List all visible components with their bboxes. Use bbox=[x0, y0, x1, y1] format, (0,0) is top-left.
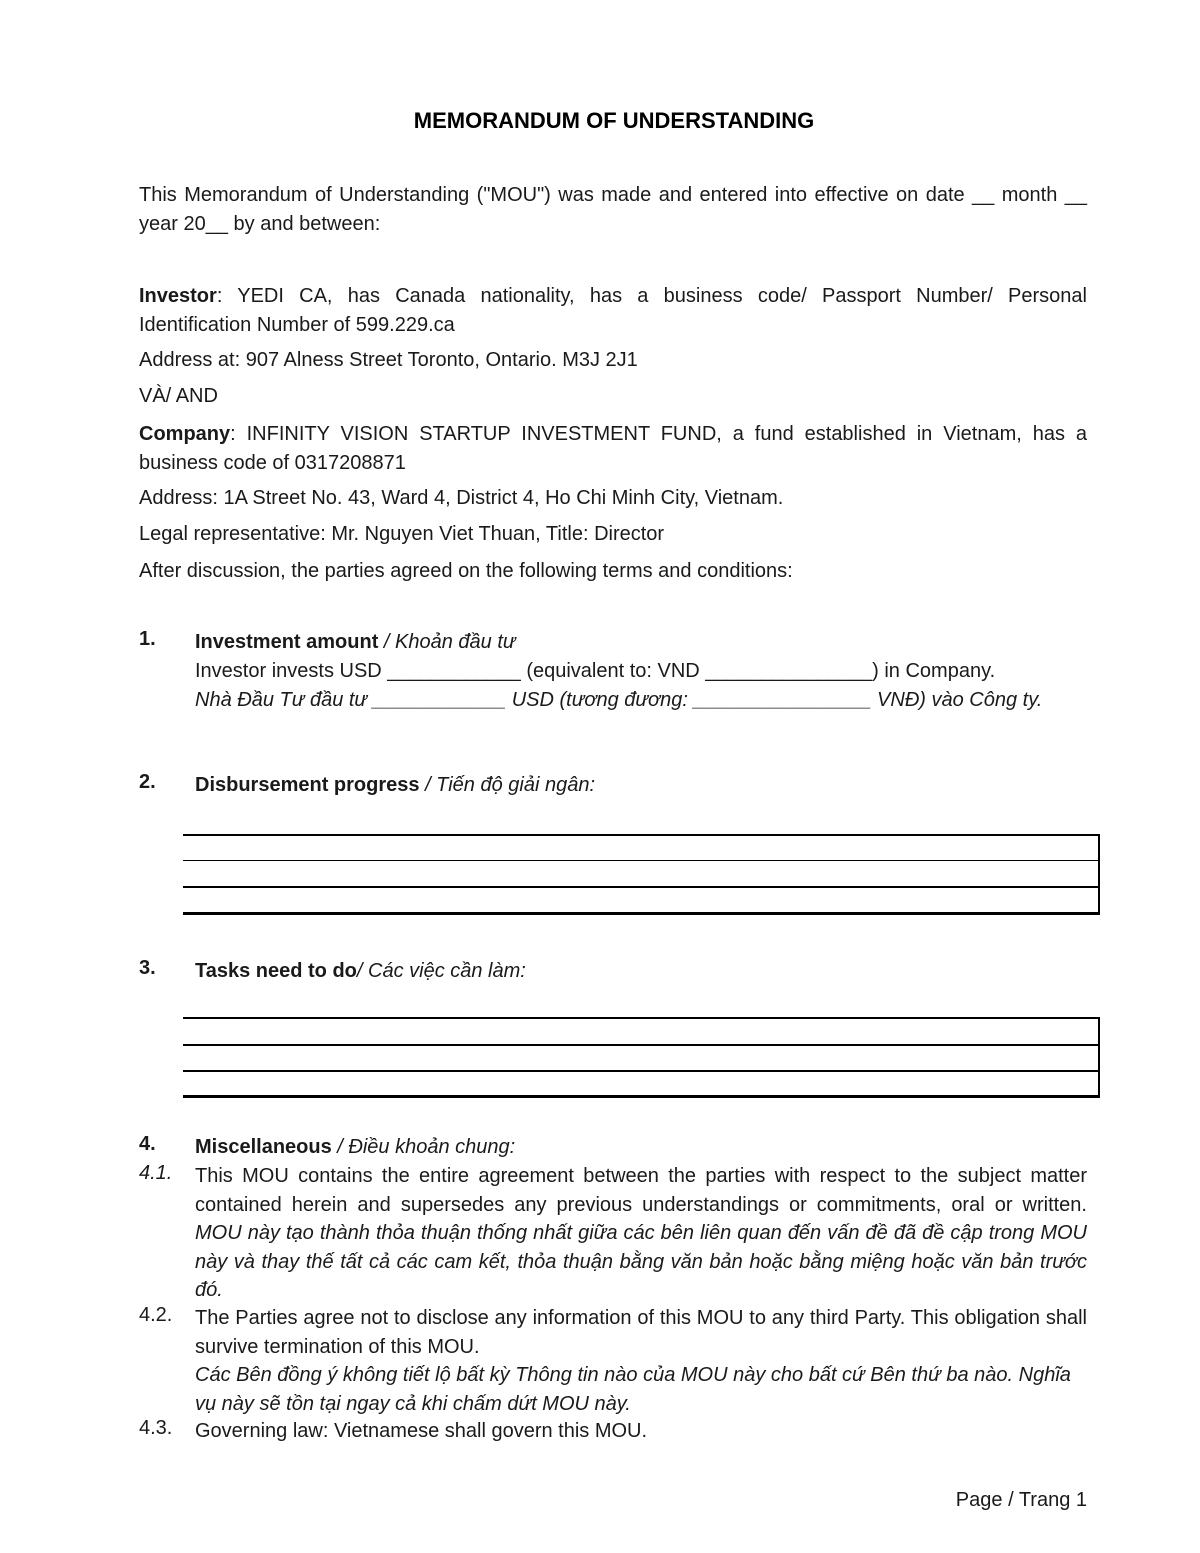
section-4-title-en: Miscellaneous bbox=[195, 1136, 332, 1158]
section-4-title bbox=[195, 1133, 1087, 1162]
legal-representative: Legal representative: Mr. Nguyen Viet Thuan, Title: Director bbox=[139, 523, 665, 545]
clause-4-3-number: 4.3. bbox=[139, 1417, 173, 1439]
section-1-title-en: Investment amount bbox=[195, 631, 379, 653]
investment-line-en: Investor invests USD ____________ (equivalent to: VND _______________) in Company. bbox=[195, 660, 996, 682]
blank-line bbox=[183, 1017, 1100, 1019]
clause-4-1-en: This MOU contains the entire agreement between the parties with respect to the subject matter contained herein and supersedes any previous understandings or commitments, oral or written. bbox=[195, 1165, 1087, 1216]
section-3-number: 3. bbox=[139, 957, 156, 979]
section-3-title-en: Tasks need to do bbox=[195, 960, 357, 982]
company-paragraph bbox=[139, 420, 1087, 477]
section-1-number: 1. bbox=[139, 628, 156, 650]
clause-4-1-text bbox=[195, 1162, 1087, 1305]
blank-border bbox=[1098, 834, 1100, 915]
company-details: : INFINITY VISION STARTUP INVESTMENT FUND, a fund established in Vietnam, has a business code of 0317208871 bbox=[139, 423, 1087, 474]
disbursement-blank-lines bbox=[183, 834, 1100, 915]
clause-4-1-vi: MOU này tạo thành thỏa thuận thống nhất giữa các bên liên quan đến vấn đề đã đề cập trong MOU này và thay thế tất cả các cam kết, thỏa thuận bằng văn bản hoặc bằng miệng hoặc văn bản trước đó. bbox=[195, 1222, 1087, 1301]
blank-border bbox=[1098, 1017, 1100, 1098]
section-1-title bbox=[195, 628, 1087, 657]
investor-address: Address at: 907 Alness Street Toronto, Ontario. M3J 2J1 bbox=[139, 349, 638, 371]
blank-line bbox=[183, 1095, 1100, 1098]
blank-line bbox=[183, 1070, 1100, 1072]
blank-line bbox=[183, 912, 1100, 915]
section-1-title-vi: / Khoản đầu tư bbox=[378, 631, 516, 653]
intro-paragraph: This Memorandum of Understanding ("MOU") was made and entered into effective on date __ month __ year 20__ by and between: bbox=[139, 184, 1087, 235]
clause-4-1-number: 4.1. bbox=[139, 1162, 173, 1184]
section-2-number: 2. bbox=[139, 771, 156, 793]
blank-line bbox=[183, 834, 1100, 836]
section-2-title bbox=[195, 771, 1087, 800]
clause-4-3-text: Governing law: Vietnamese shall govern this MOU. bbox=[195, 1420, 648, 1442]
section-3-title bbox=[195, 957, 1087, 986]
blank-line bbox=[183, 886, 1100, 888]
page-footer: Page / Trang 1 bbox=[955, 1489, 1087, 1511]
section-4-number: 4. bbox=[139, 1133, 156, 1155]
clause-4-2-en: The Parties agree not to disclose any information of this MOU to any third Party. This obligation shall survive termination of this MOU. bbox=[195, 1307, 1087, 1358]
tasks-blank-lines bbox=[183, 1017, 1100, 1098]
page-title: MEMORANDUM OF UNDERSTANDING bbox=[413, 108, 815, 133]
company-address: Address: 1A Street No. 43, Ward 4, District 4, Ho Chi Minh City, Vietnam. bbox=[139, 487, 784, 509]
blank-line bbox=[183, 1044, 1100, 1046]
blank-line bbox=[183, 860, 1100, 861]
investor-paragraph bbox=[139, 282, 1087, 339]
section-2-title-vi: / Tiến độ giải ngân: bbox=[419, 774, 596, 796]
and-label: VÀ/ AND bbox=[139, 385, 218, 407]
clause-4-2-vi: Các Bên đồng ý không tiết lộ bất kỳ Thông tin nào của MOU này cho bất cứ Bên thứ ba nào. Nghĩa vụ này sẽ tồn tại ngay cả khi chấm dứt MOU này. bbox=[195, 1364, 1071, 1415]
investment-line-vi: Nhà Đầu Tư đầu tư ____________ USD (tương đương: ________________ VNĐ) vào Công ty. bbox=[195, 689, 1043, 711]
clause-4-2-number: 4.2. bbox=[139, 1304, 173, 1326]
section-2-title-en: Disbursement progress bbox=[195, 774, 420, 796]
after-discussion: After discussion, the parties agreed on the following terms and conditions: bbox=[139, 560, 793, 582]
section-3-title-vi: / Các việc cần làm: bbox=[356, 960, 526, 982]
investor-details: : YEDI CA, has Canada nationality, has a business code/ Passport Number/ Personal Identification Number of 599.229.ca bbox=[139, 285, 1087, 336]
section-4-title-vi: / Điều khoản chung: bbox=[331, 1136, 516, 1158]
investor-label: Investor bbox=[139, 285, 217, 307]
company-label: Company bbox=[139, 423, 231, 445]
